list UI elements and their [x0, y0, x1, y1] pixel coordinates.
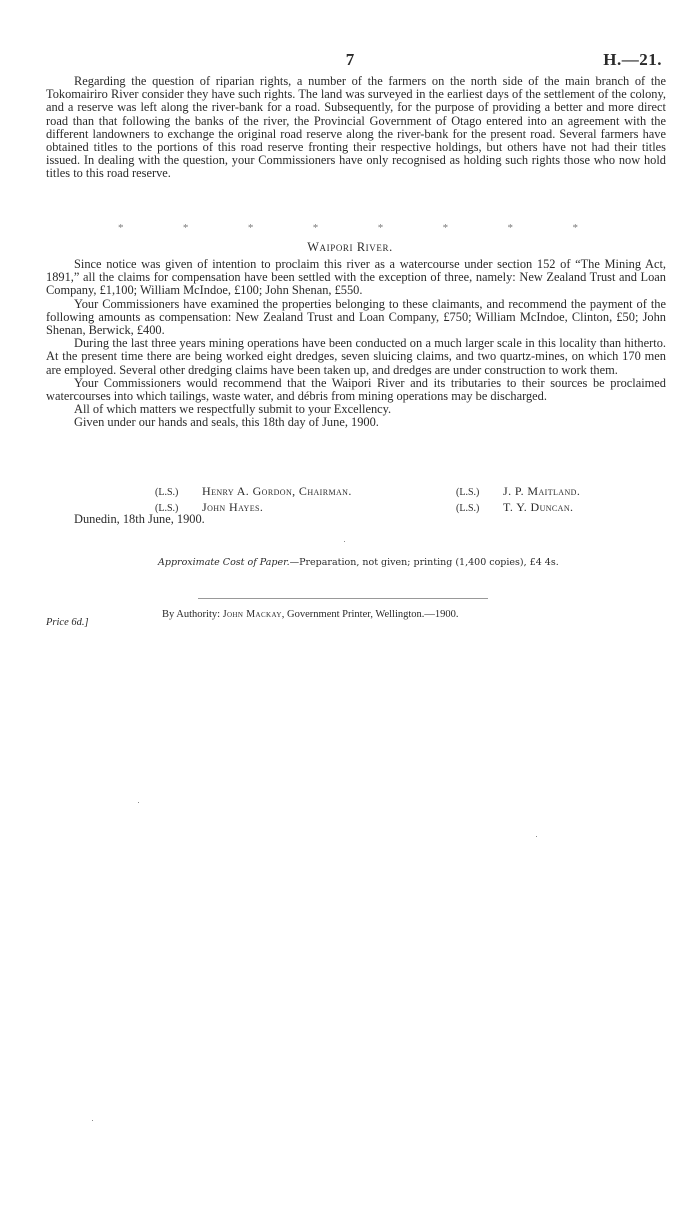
- asterisk-icon: *: [247, 222, 254, 234]
- signatory-name: John Hayes.: [202, 500, 264, 514]
- seal-mark: (L.S.): [456, 503, 480, 514]
- paragraph: Your Commissioners would recommend that the Waipori River and its tributaries to their sources be proclaimed watercourses into which tailings, waste water, and débris from mining operations may be discharged.: [46, 375, 666, 404]
- paragraph: Regarding the question of riparian rights, a number of the farmers on the north side of the main branch of the Tokomairiro River consider they have such rights. The land was surveyed in the earliest days of the settlement of the colony, and a reserve was left along the river-bank for a road. Subsequently, for the purpose of providing a better and more direct road than that following the banks of the river, the Provincial Government of Otago entered into an agreement with the different landowners to exchange the original road reserve along the river-bank for the present road. Several farmers have obtained titles to the portions of this road reserve fronting their respective holdings, but others have not had their titles issued. In dealing with the question, your Commissioners have only recognised as holding such rights those who now hold titles to this road reserve.: [46, 74, 666, 181]
- cost-text: —Preparation, not given; printing (1,400 copies), £4 4s.: [289, 557, 559, 568]
- seal-mark: (L.S.): [155, 503, 179, 514]
- asterisk-icon: *: [572, 222, 578, 234]
- printer-name: John Mackay: [222, 609, 282, 620]
- dateline: Dunedin, 18th June, 1900.: [74, 512, 205, 526]
- waipori-river-section: [46, 258, 666, 430]
- signatures-right: [456, 484, 580, 516]
- footer-divider: [198, 598, 488, 599]
- section-heading: Waipori River.: [307, 240, 393, 254]
- scan-speck: [138, 802, 139, 803]
- document-reference: H.—21.: [603, 50, 662, 69]
- cost-label: Approximate Cost of Paper.: [158, 557, 290, 568]
- signatory-name: T. Y. Duncan.: [503, 500, 574, 514]
- riparian-rights-section: [46, 75, 666, 181]
- printer-imprint: [162, 609, 459, 620]
- scan-speck: [92, 1120, 93, 1121]
- section-separator: [118, 222, 578, 234]
- imprint-suffix: , Government Printer, Wellington.—1900.: [281, 609, 459, 620]
- signatory-name: J. P. Maitland.: [503, 484, 581, 498]
- asterisk-icon: *: [507, 222, 514, 234]
- scan-speck: [344, 541, 345, 542]
- approximate-cost: [158, 557, 559, 568]
- signature: [456, 500, 580, 516]
- asterisk-icon: *: [312, 222, 319, 234]
- asterisk-icon: *: [377, 222, 384, 234]
- paragraph: Given under our hands and seals, this 18th day of June, 1900.: [74, 415, 379, 430]
- asterisk-icon: *: [182, 222, 189, 234]
- paragraph: All of which matters we respectfully submit to your Excellency.: [74, 402, 392, 417]
- scan-speck: [536, 836, 537, 837]
- asterisk-icon: *: [118, 222, 124, 234]
- price: Price 6d.]: [46, 617, 89, 628]
- asterisk-icon: *: [442, 222, 449, 234]
- seal-mark: (L.S.): [155, 487, 179, 498]
- imprint-prefix: By Authority:: [162, 609, 223, 620]
- paragraph: Your Commissioners have examined the properties belonging to these claimants, and recommend the payment of the following amounts as compensation: New Zealand Trust and Loan Company, £750; William McIndoe, Clinton, £50; John Shenan, Berwick, £400.: [46, 296, 666, 338]
- signature: [456, 484, 580, 500]
- seal-mark: (L.S.): [456, 487, 480, 498]
- signatory-name: Henry A. Gordon, Chairman.: [202, 484, 352, 498]
- page-number: 7: [345, 50, 355, 69]
- signature: [155, 484, 352, 500]
- paragraph: During the last three years mining operations have been conducted on a much larger scale in this locality than hitherto. At the present time there are being worked eight dredges, seven sluicing claims, and two quartz-mines, on which 170 men are employed. Several other dredging claims have been taken up, and dredges are under construction to work them.: [46, 336, 666, 377]
- paragraph: Since notice was given of intention to proclaim this river as a watercourse under section 152 of “The Mining Act, 1891,” all the claims for compensation have been settled with the exception of three, namely: New Zealand Trust and Loan Company, £1,100; William McIndoe, £100; John Shenan, £550.: [46, 257, 666, 298]
